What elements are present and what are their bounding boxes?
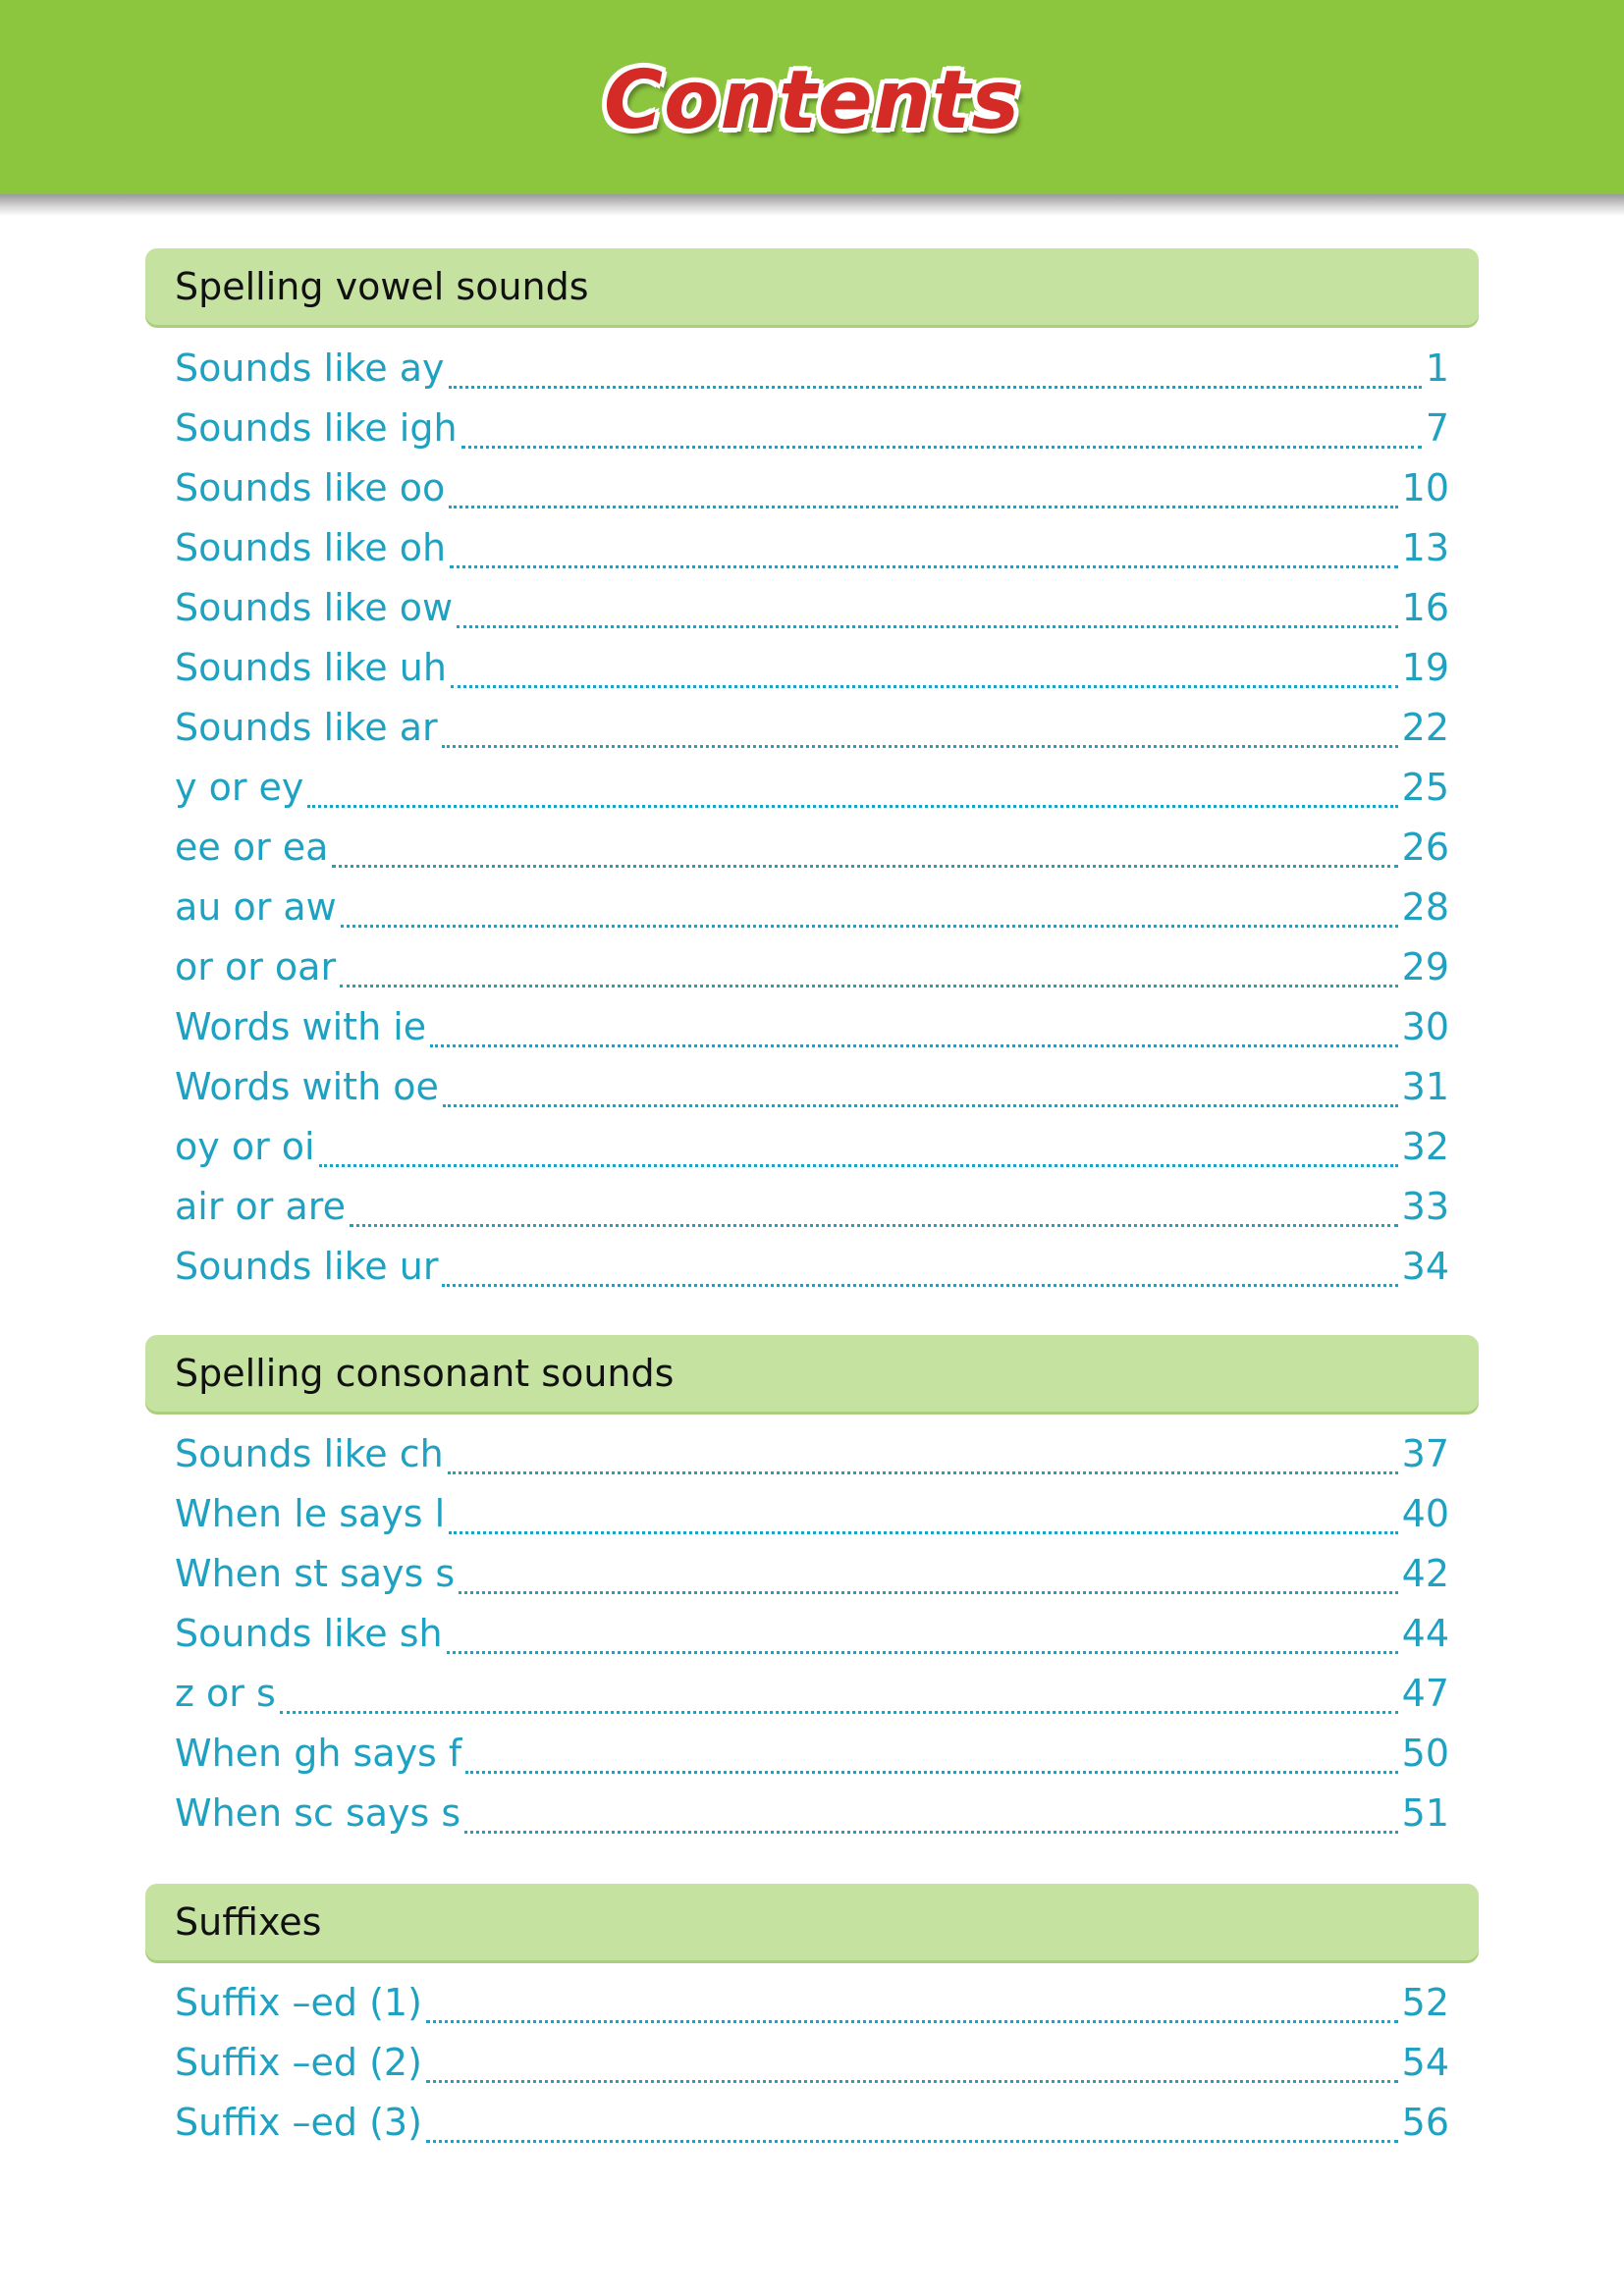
toc-entry[interactable] (175, 1116, 1449, 1176)
toc-entry-page: 7 (1425, 405, 1449, 450)
toc-entry-label: When le says l (175, 1491, 446, 1535)
leader-dots (465, 1736, 1397, 1774)
leader-dots (461, 411, 1422, 449)
leader-dots (457, 591, 1398, 628)
leader-dots (426, 1986, 1398, 2023)
section-heading: Spelling vowel sounds (175, 265, 589, 308)
leader-dots (280, 1677, 1398, 1714)
toc-entry-label: Words with oe (175, 1064, 439, 1108)
toc-entry-page: 32 (1401, 1124, 1449, 1168)
leader-dots (443, 1070, 1398, 1107)
leader-dots (319, 1130, 1398, 1167)
section-heading: Spelling consonant sounds (175, 1352, 675, 1395)
section-heading: Suffixes (175, 1900, 322, 1944)
toc-entry-label: When st says s (175, 1551, 456, 1595)
toc-entry[interactable] (175, 2032, 1449, 2092)
toc-entry[interactable] (175, 1483, 1449, 1543)
toc-entry-label: ee or ea (175, 825, 329, 869)
toc-entry[interactable] (175, 517, 1449, 577)
toc-entry-page: 22 (1401, 705, 1449, 749)
toc-entry-label: Suffix –ed (3) (175, 2100, 422, 2144)
toc-entry-label: Sounds like ay (175, 346, 445, 390)
toc-entry-page: 52 (1401, 1980, 1449, 2024)
leader-dots (426, 2046, 1398, 2083)
toc-entry-page: 54 (1401, 2040, 1449, 2084)
toc-entry[interactable] (175, 1603, 1449, 1663)
toc-entry-label: Sounds like sh (175, 1611, 443, 1655)
toc-entry[interactable] (175, 697, 1449, 757)
toc-entry-page: 42 (1401, 1551, 1449, 1595)
toc-entry-label: or or oar (175, 944, 337, 988)
toc-entry[interactable] (175, 577, 1449, 637)
toc-entry-label: oy or oi (175, 1124, 315, 1168)
toc-entry[interactable] (175, 757, 1449, 817)
leader-dots (350, 1190, 1398, 1227)
toc-entry-label: Sounds like igh (175, 405, 458, 450)
toc-entry-page: 34 (1401, 1244, 1449, 1288)
leader-dots (459, 1557, 1397, 1594)
toc-entry[interactable] (175, 338, 1449, 398)
toc-entry[interactable] (175, 936, 1449, 996)
leader-dots (464, 1796, 1397, 1834)
toc-entry-label: Sounds like ch (175, 1431, 444, 1475)
toc-entry-label: Sounds like ar (175, 705, 438, 749)
section-header (145, 1335, 1479, 1412)
toc-entry[interactable] (175, 1543, 1449, 1603)
leader-dots (449, 1497, 1397, 1534)
toc-entry-label: au or aw (175, 884, 337, 929)
leader-dots (442, 1250, 1397, 1287)
toc-entry-label: Sounds like ow (175, 585, 454, 629)
toc-entry[interactable] (175, 1423, 1449, 1483)
toc-entry-label: When gh says f (175, 1731, 462, 1775)
toc-entry-label: Sounds like ur (175, 1244, 439, 1288)
leader-dots (450, 531, 1398, 568)
leader-dots (341, 890, 1398, 928)
toc-entry-page: 33 (1401, 1184, 1449, 1228)
toc-entry[interactable] (175, 1663, 1449, 1723)
toc-entry-page: 16 (1401, 585, 1449, 629)
toc-entry-page: 13 (1401, 525, 1449, 569)
page-title: Contents (603, 54, 1021, 147)
toc-entry[interactable] (175, 1972, 1449, 2032)
toc-entry-page: 10 (1401, 465, 1449, 509)
toc-entry-label: air or are (175, 1184, 346, 1228)
toc-entry-page: 29 (1401, 944, 1449, 988)
toc-entry[interactable] (175, 877, 1449, 936)
toc-entry-page: 50 (1401, 1731, 1449, 1775)
toc-entry[interactable] (175, 1236, 1449, 1296)
toc-entry[interactable] (175, 996, 1449, 1056)
toc-entry-label: When sc says s (175, 1790, 461, 1835)
toc-entry[interactable] (175, 1056, 1449, 1116)
toc-entry-label: Sounds like oh (175, 525, 447, 569)
toc-entry-label: Suffix –ed (2) (175, 2040, 422, 2084)
leader-dots (332, 830, 1397, 868)
toc-entry-page: 1 (1425, 346, 1449, 390)
leader-dots (448, 1437, 1398, 1474)
header-shadow (0, 194, 1624, 216)
leader-dots (449, 471, 1397, 508)
leader-dots (426, 2106, 1398, 2143)
toc-entry[interactable] (175, 2092, 1449, 2152)
leader-dots (307, 771, 1397, 808)
section-header (145, 1884, 1479, 1960)
toc-entry-page: 28 (1401, 884, 1449, 929)
toc-entry-label: Suffix –ed (1) (175, 1980, 422, 2024)
toc-entry-label: y or ey (175, 765, 304, 809)
toc-entry-page: 56 (1401, 2100, 1449, 2144)
toc-entry[interactable] (175, 1176, 1449, 1236)
toc-entry[interactable] (175, 817, 1449, 877)
toc-entry[interactable] (175, 1723, 1449, 1783)
toc-entry-label: Sounds like oo (175, 465, 446, 509)
toc-entry-page: 44 (1401, 1611, 1449, 1655)
toc-entry-label: Words with ie (175, 1004, 427, 1048)
toc-entry-label: z or s (175, 1671, 276, 1715)
toc-entry[interactable] (175, 398, 1449, 457)
toc-entry[interactable] (175, 1783, 1449, 1842)
leader-dots (430, 1010, 1397, 1047)
leader-dots (340, 950, 1398, 988)
toc-entry-page: 26 (1401, 825, 1449, 869)
toc-entry-page: 25 (1401, 765, 1449, 809)
leader-dots (442, 711, 1398, 748)
toc-entry-page: 30 (1401, 1004, 1449, 1048)
toc-entry-page: 40 (1401, 1491, 1449, 1535)
toc-entry-page: 19 (1401, 645, 1449, 689)
toc-entry-label: Sounds like uh (175, 645, 447, 689)
toc-entry-page: 47 (1401, 1671, 1449, 1715)
leader-dots (449, 351, 1422, 389)
leader-dots (447, 1617, 1398, 1654)
toc-entry-page: 51 (1401, 1790, 1449, 1835)
leader-dots (451, 651, 1398, 688)
toc-entry-page: 37 (1401, 1431, 1449, 1475)
toc-entry[interactable] (175, 637, 1449, 697)
toc-entry-page: 31 (1401, 1064, 1449, 1108)
section-header (145, 248, 1479, 325)
toc-entry[interactable] (175, 457, 1449, 517)
